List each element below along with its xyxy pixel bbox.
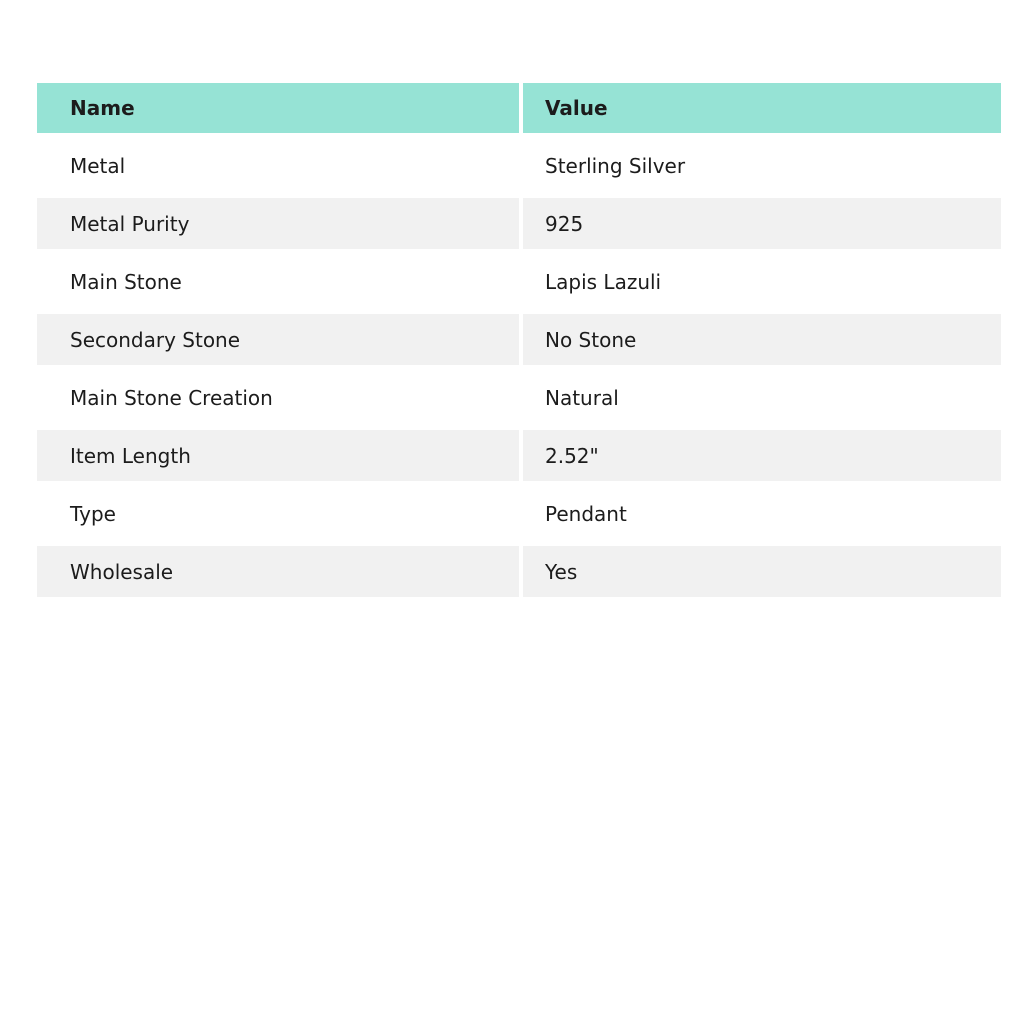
attribute-value-cell: Pendant bbox=[523, 488, 1001, 539]
table-row bbox=[37, 256, 1001, 307]
attribute-name-cell: Type bbox=[37, 488, 519, 539]
table-row bbox=[37, 140, 1001, 191]
column-header-value: Value bbox=[523, 83, 1001, 133]
attribute-value-cell: 2.52" bbox=[523, 430, 1001, 481]
table-row bbox=[37, 372, 1001, 423]
attribute-name-cell: Secondary Stone bbox=[37, 314, 519, 365]
attributes-table bbox=[33, 76, 1005, 604]
attribute-value-cell: Yes bbox=[523, 546, 1001, 597]
table-row bbox=[37, 314, 1001, 365]
table-row bbox=[37, 430, 1001, 481]
table-row bbox=[37, 198, 1001, 249]
table-row bbox=[37, 488, 1001, 539]
attribute-value-cell: 925 bbox=[523, 198, 1001, 249]
table-header-row bbox=[37, 83, 1001, 133]
attribute-name-cell: Main Stone Creation bbox=[37, 372, 519, 423]
attribute-name-cell: Metal bbox=[37, 140, 519, 191]
attribute-name-cell: Wholesale bbox=[37, 546, 519, 597]
attribute-name-cell: Main Stone bbox=[37, 256, 519, 307]
attribute-name-cell: Item Length bbox=[37, 430, 519, 481]
attribute-value-cell: No Stone bbox=[523, 314, 1001, 365]
table-row bbox=[37, 546, 1001, 597]
attribute-name-cell: Metal Purity bbox=[37, 198, 519, 249]
product-attributes-table bbox=[33, 76, 1005, 604]
attribute-value-cell: Natural bbox=[523, 372, 1001, 423]
column-header-name: Name bbox=[37, 83, 519, 133]
attribute-value-cell: Sterling Silver bbox=[523, 140, 1001, 191]
attribute-value-cell: Lapis Lazuli bbox=[523, 256, 1001, 307]
